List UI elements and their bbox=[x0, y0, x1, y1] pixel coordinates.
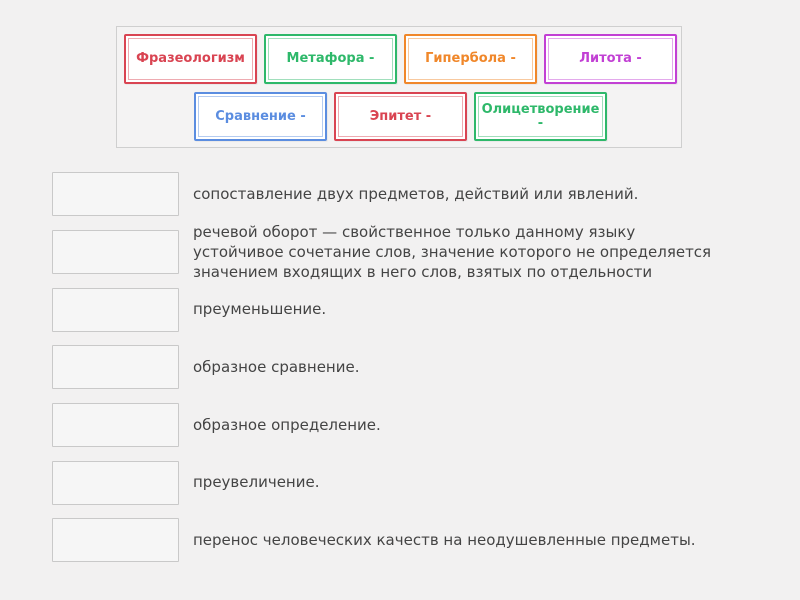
tile-label: Гипербола - bbox=[425, 51, 516, 66]
definition-3 bbox=[193, 299, 326, 319]
drop-box-4[interactable] bbox=[52, 345, 179, 389]
drop-box-1[interactable] bbox=[52, 172, 179, 216]
definition-line: значением входящих в него слов, взятых по отдельности bbox=[193, 263, 653, 281]
tile-label: Литота - bbox=[579, 51, 642, 66]
definition-line: речевой оборот — свойственное только данному языку bbox=[193, 223, 636, 241]
tile-olicetvorenie[interactable] bbox=[474, 92, 607, 141]
tile-giperbola[interactable] bbox=[404, 34, 537, 84]
definition-7 bbox=[193, 530, 696, 550]
definition-1 bbox=[193, 184, 638, 204]
definition-line: преуменьшение. bbox=[193, 300, 327, 318]
tile-sravnenie[interactable] bbox=[194, 92, 327, 141]
drop-box-5[interactable] bbox=[52, 403, 179, 447]
definition-line: преувеличение. bbox=[193, 473, 320, 491]
definition-line: устойчивое сочетание слов, значение которого не определяется bbox=[193, 243, 712, 261]
tile-label: Сравнение - bbox=[215, 108, 306, 124]
tile-metafora[interactable] bbox=[264, 34, 397, 84]
definition-line: сопоставление двух предметов, действий или явлений. bbox=[193, 185, 639, 203]
definition-5 bbox=[193, 415, 381, 435]
drop-box-7[interactable] bbox=[52, 518, 179, 562]
tile-label: Фразеологизм bbox=[136, 51, 245, 66]
tile-label: Олицетворение - bbox=[481, 101, 600, 131]
definition-line: образное определение. bbox=[193, 416, 381, 434]
definition-6 bbox=[193, 472, 319, 492]
tile-litota[interactable] bbox=[544, 34, 677, 84]
drop-box-6[interactable] bbox=[52, 461, 179, 505]
definition-4 bbox=[193, 357, 360, 377]
tile-epitet[interactable] bbox=[334, 92, 467, 141]
drop-box-2[interactable] bbox=[52, 230, 179, 274]
definition-line: образное сравнение. bbox=[193, 358, 360, 376]
tile-label: Эпитет - bbox=[369, 108, 432, 124]
definition-line: перенос человеческих качеств на неодушевленные предметы. bbox=[193, 531, 696, 549]
tile-frazeologizm[interactable] bbox=[124, 34, 257, 84]
definition-2 bbox=[193, 222, 711, 282]
tile-label: Метафора - bbox=[286, 51, 375, 66]
drop-box-3[interactable] bbox=[52, 288, 179, 332]
